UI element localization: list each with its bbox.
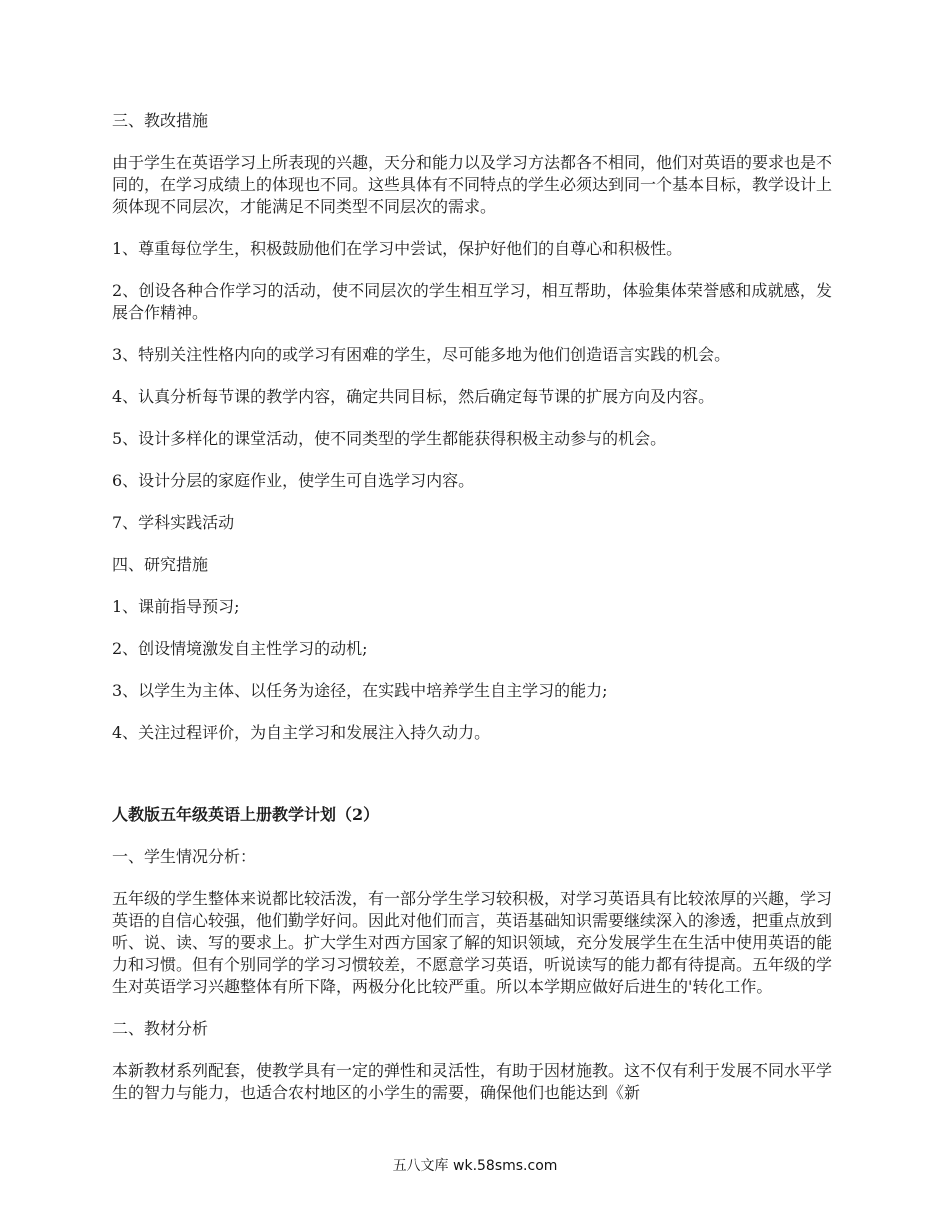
student-analysis-heading: 一、学生情况分析： [112,847,257,866]
reform-item-1: 1、尊重每位学生，积极鼓励他们在学习中尝试，保护好他们的自尊心和积极性。 [112,239,683,258]
reform-item-3: 3、特别关注性格内向的或学习有困难的学生，尽可能多地为他们创造语言实践的机会。 [112,345,731,364]
reform-item-7: 7、学科实践活动 [112,513,235,532]
textbook-analysis-paragraph: 本新教材系列配套，使教学具有一定的弹性和灵活性，有助于因材施教。这不仅有利于发展不同水平学生的智力与能力，也适合农村地区的小学生的需要，确保他们也能达到《新 [112,1061,833,1102]
reform-item-2: 2、创设各种合作学习的活动，使不同层次的学生相互学习，相互帮助，体验集体荣誉感和成就感，发展合作精神。 [112,281,832,322]
student-analysis-paragraph: 五年级的学生整体来说都比较活泼，有一部分学生学习较积极，对学习英语具有比较浓厚的兴趣，学习英语的自信心较强，他们勤学好问。因此对他们而言，英语基础知识需要继续深入的渗透，把重点放到听、说、读、写的要求上。扩大学生对西方国家了解的知识领域，充分发展学生在生活中使用英语的能力和习惯。但有个别同学的学习习惯较差，不愿意学习英语，听说读写的能力都有待提高。五年级的学生对英语学习兴趣整体有所下降，两极分化比较严重。所以本学期应做好后进生的'转化工作。 [112,889,833,996]
research-item-1: 1、课前指导预习; [112,597,240,616]
section-intro-paragraph: 由于学生在英语学习上所表现的兴趣，天分和能力以及学习方法都各不相同，他们对英语的要求也是不同的，在学习成绩上的体现也不同。这些具体有不同特点的学生必须达到同一个基本目标，教学设计上须体现不同层次，才能满足不同类型不同层次的需求。 [112,153,833,216]
page-footer-watermark: 五八文库 wk.58sms.com [392,1158,558,1174]
plan-title: 人教版五年级英语上册教学计划（2） [112,805,380,824]
section-heading-reform: 三、教改措施 [112,111,209,130]
research-item-4: 4、关注过程评价，为自主学习和发展注入持久动力。 [112,723,491,742]
textbook-analysis-heading: 二、教材分析 [112,1019,209,1038]
document-body [112,110,832,1124]
research-item-2: 2、创设情境激发自主性学习的动机; [112,639,368,658]
reform-item-6: 6、设计分层的家庭作业，使学生可自选学习内容。 [112,471,475,490]
research-item-3: 3、以学生为主体、以任务为途径，在实践中培养学生自主学习的能力; [112,681,608,700]
section-heading-research: 四、研究措施 [112,555,209,574]
reform-item-5: 5、设计多样化的课堂活动，使不同类型的学生都能获得积极主动参与的机会。 [112,429,667,448]
reform-item-4: 4、认真分析每节课的教学内容，确定共同目标，然后确定每节课的扩展方向及内容。 [112,387,715,406]
